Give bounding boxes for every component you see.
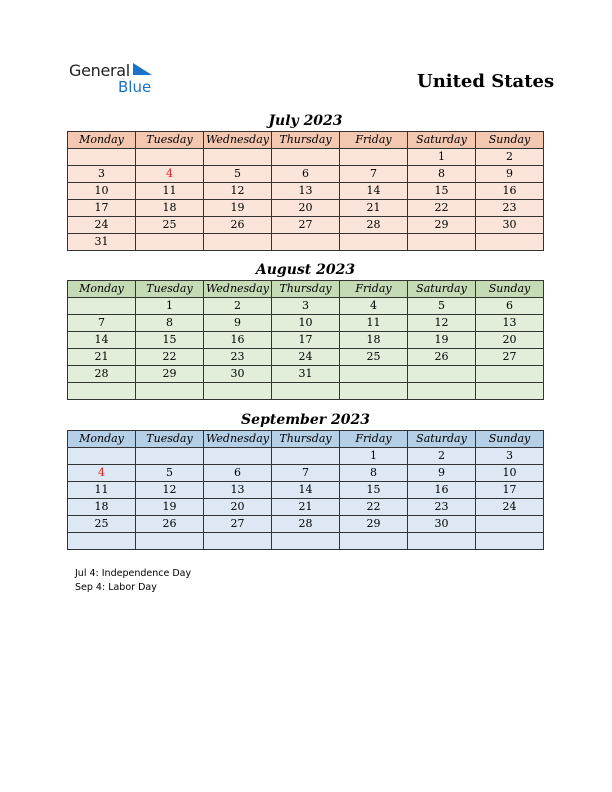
day-cell: 8: [408, 166, 476, 183]
week-row: [68, 349, 544, 366]
empty-day-cell: [204, 383, 272, 400]
week-row: [68, 149, 544, 166]
day-cell: 21: [272, 499, 340, 516]
day-cell: 21: [340, 200, 408, 217]
day-cell: 18: [340, 332, 408, 349]
day-cell: 16: [408, 482, 476, 499]
holiday-note: Jul 4: Independence Day: [75, 568, 192, 579]
week-row: [68, 200, 544, 217]
empty-day-cell: [340, 366, 408, 383]
week-row: [68, 383, 544, 400]
empty-day-cell: [136, 383, 204, 400]
day-cell: 13: [272, 183, 340, 200]
day-cell: 5: [136, 465, 204, 482]
day-cell: 7: [272, 465, 340, 482]
month-august: [67, 261, 544, 400]
day-cell: 4: [340, 298, 408, 315]
day-cell: 1: [408, 149, 476, 166]
day-cell: 14: [340, 183, 408, 200]
empty-day-cell: [476, 533, 544, 550]
day-cell: 9: [476, 166, 544, 183]
week-row: [68, 315, 544, 332]
day-cell: 31: [272, 366, 340, 383]
weekday-header: Tuesday: [136, 431, 204, 448]
week-row: [68, 166, 544, 183]
week-row: [68, 332, 544, 349]
day-cell: 7: [68, 315, 136, 332]
day-cell: 10: [476, 465, 544, 482]
day-cell: 6: [204, 465, 272, 482]
weekday-header: Saturday: [408, 132, 476, 149]
empty-day-cell: [272, 383, 340, 400]
day-cell: 9: [204, 315, 272, 332]
weekday-header: Wednesday: [204, 431, 272, 448]
weekday-header: Saturday: [408, 281, 476, 298]
day-cell: 13: [204, 482, 272, 499]
day-cell: 26: [136, 516, 204, 533]
day-cell: 30: [204, 366, 272, 383]
week-row: [68, 482, 544, 499]
empty-day-cell: [272, 533, 340, 550]
day-cell: 29: [340, 516, 408, 533]
empty-day-cell: [136, 448, 204, 465]
empty-day-cell: [272, 149, 340, 166]
week-row: [68, 183, 544, 200]
day-cell: 25: [136, 217, 204, 234]
day-cell: 30: [476, 217, 544, 234]
day-cell: 14: [272, 482, 340, 499]
day-cell: 17: [68, 200, 136, 217]
day-cell: 4: [136, 166, 204, 183]
empty-day-cell: [272, 448, 340, 465]
day-cell: 8: [340, 465, 408, 482]
weekday-header: Friday: [340, 281, 408, 298]
day-cell: 3: [272, 298, 340, 315]
weekday-header: Sunday: [476, 281, 544, 298]
day-cell: 27: [476, 349, 544, 366]
week-row: [68, 465, 544, 482]
day-cell: 2: [408, 448, 476, 465]
day-cell: 1: [340, 448, 408, 465]
empty-day-cell: [408, 234, 476, 251]
day-cell: 15: [408, 183, 476, 200]
day-cell: 28: [340, 217, 408, 234]
day-cell: 22: [136, 349, 204, 366]
empty-day-cell: [204, 149, 272, 166]
empty-day-cell: [476, 366, 544, 383]
empty-day-cell: [408, 383, 476, 400]
day-cell: 23: [408, 499, 476, 516]
empty-day-cell: [408, 366, 476, 383]
holiday-notes: [75, 567, 191, 595]
day-cell: 20: [204, 499, 272, 516]
empty-day-cell: [136, 149, 204, 166]
day-cell: 3: [68, 166, 136, 183]
day-cell: 21: [68, 349, 136, 366]
weekday-header: Monday: [68, 132, 136, 149]
month-title: July 2023: [268, 113, 343, 129]
empty-day-cell: [204, 533, 272, 550]
day-cell: 5: [408, 298, 476, 315]
weekday-header: Thursday: [272, 281, 340, 298]
day-cell: 26: [204, 217, 272, 234]
weekday-header: Thursday: [272, 431, 340, 448]
day-cell: 17: [476, 482, 544, 499]
empty-day-cell: [476, 234, 544, 251]
weekday-header: Wednesday: [204, 132, 272, 149]
general-blue-logo: [69, 60, 169, 96]
day-cell: 11: [68, 482, 136, 499]
weekday-header-row: [68, 281, 544, 298]
empty-day-cell: [476, 516, 544, 533]
weekday-header: Friday: [340, 132, 408, 149]
day-cell: 12: [204, 183, 272, 200]
empty-day-cell: [68, 298, 136, 315]
empty-day-cell: [340, 533, 408, 550]
empty-day-cell: [340, 234, 408, 251]
weekday-header-row: [68, 132, 544, 149]
day-cell: 12: [408, 315, 476, 332]
week-row: [68, 448, 544, 465]
day-cell: 8: [136, 315, 204, 332]
day-cell: 2: [476, 149, 544, 166]
day-cell: 29: [408, 217, 476, 234]
day-cell: 1: [136, 298, 204, 315]
day-cell: 2: [204, 298, 272, 315]
day-cell: 10: [272, 315, 340, 332]
empty-day-cell: [68, 149, 136, 166]
weekday-header: Sunday: [476, 431, 544, 448]
calendar-grid: [67, 131, 544, 251]
day-cell: 15: [136, 332, 204, 349]
empty-day-cell: [136, 234, 204, 251]
holiday-note: Sep 4: Labor Day: [75, 582, 157, 593]
weekday-header: Tuesday: [136, 281, 204, 298]
week-row: [68, 533, 544, 550]
weekday-header: Thursday: [272, 132, 340, 149]
empty-day-cell: [476, 383, 544, 400]
day-cell: 19: [204, 200, 272, 217]
day-cell: 23: [476, 200, 544, 217]
day-cell: 18: [136, 200, 204, 217]
day-cell: 15: [340, 482, 408, 499]
day-cell: 27: [204, 516, 272, 533]
week-row: [68, 516, 544, 533]
day-cell: 22: [340, 499, 408, 516]
day-cell: 22: [408, 200, 476, 217]
week-row: [68, 298, 544, 315]
empty-day-cell: [68, 383, 136, 400]
week-row: [68, 499, 544, 516]
logo-text-blue: Blue: [118, 78, 152, 96]
day-cell: 31: [68, 234, 136, 251]
day-cell: 6: [476, 298, 544, 315]
empty-day-cell: [68, 448, 136, 465]
day-cell: 20: [272, 200, 340, 217]
empty-day-cell: [340, 383, 408, 400]
day-cell: 25: [340, 349, 408, 366]
weekday-header: Sunday: [476, 132, 544, 149]
day-cell: 25: [68, 516, 136, 533]
month-title: August 2023: [255, 262, 356, 278]
week-row: [68, 234, 544, 251]
empty-day-cell: [204, 234, 272, 251]
month-title: September 2023: [241, 412, 370, 428]
weekday-header-row: [68, 431, 544, 448]
day-cell: 6: [272, 166, 340, 183]
day-cell: 26: [408, 349, 476, 366]
day-cell: 24: [476, 499, 544, 516]
month-september: [67, 411, 544, 550]
empty-day-cell: [136, 533, 204, 550]
empty-day-cell: [68, 533, 136, 550]
day-cell: 19: [136, 499, 204, 516]
day-cell: 28: [68, 366, 136, 383]
weekday-header: Friday: [340, 431, 408, 448]
empty-day-cell: [272, 234, 340, 251]
calendar-grid: [67, 430, 544, 550]
day-cell: 5: [204, 166, 272, 183]
day-cell: 11: [340, 315, 408, 332]
day-cell: 14: [68, 332, 136, 349]
day-cell: 7: [340, 166, 408, 183]
day-cell: 11: [136, 183, 204, 200]
day-cell: 19: [408, 332, 476, 349]
day-cell: 13: [476, 315, 544, 332]
weekday-header: Tuesday: [136, 132, 204, 149]
day-cell: 27: [272, 217, 340, 234]
week-row: [68, 217, 544, 234]
day-cell: 29: [136, 366, 204, 383]
empty-day-cell: [340, 149, 408, 166]
day-cell: 18: [68, 499, 136, 516]
day-cell: 12: [136, 482, 204, 499]
day-cell: 23: [204, 349, 272, 366]
weekday-header: Monday: [68, 281, 136, 298]
country-title: United States: [417, 71, 555, 92]
day-cell: 4: [68, 465, 136, 482]
month-july: [67, 112, 544, 251]
day-cell: 24: [272, 349, 340, 366]
weekday-header: Wednesday: [204, 281, 272, 298]
day-cell: 28: [272, 516, 340, 533]
day-cell: 10: [68, 183, 136, 200]
day-cell: 16: [476, 183, 544, 200]
weekday-header: Monday: [68, 431, 136, 448]
day-cell: 3: [476, 448, 544, 465]
calendar-grid: [67, 280, 544, 400]
day-cell: 9: [408, 465, 476, 482]
day-cell: 24: [68, 217, 136, 234]
weekday-header: Saturday: [408, 431, 476, 448]
day-cell: 20: [476, 332, 544, 349]
week-row: [68, 366, 544, 383]
empty-day-cell: [408, 533, 476, 550]
logo-text-general: General: [69, 61, 130, 80]
blue-triangle-flag-icon: [133, 63, 153, 77]
day-cell: 30: [408, 516, 476, 533]
day-cell: 16: [204, 332, 272, 349]
empty-day-cell: [204, 448, 272, 465]
day-cell: 17: [272, 332, 340, 349]
